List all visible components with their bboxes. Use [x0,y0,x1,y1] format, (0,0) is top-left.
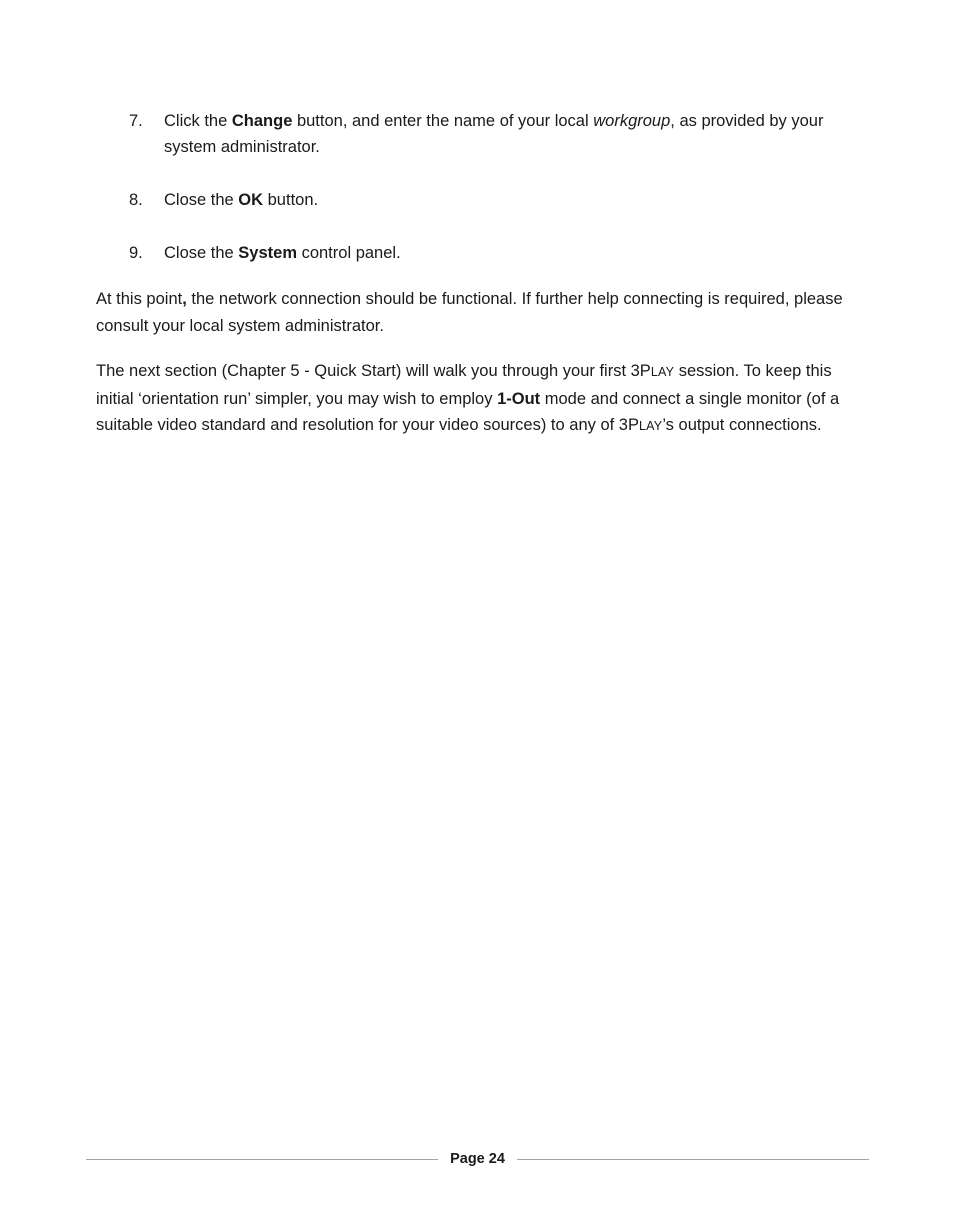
text-run: Close the [164,244,239,262]
text-run: control panel. [297,244,401,262]
text-run: ’s output connections. [662,416,822,434]
list-item-step-9 [96,240,866,266]
bold-term-1-out: 1-Out [497,389,541,408]
step-text [164,112,823,156]
bold-term-system: System [238,244,297,262]
page-number: Page 24 [450,1151,505,1167]
instruction-list [96,108,866,293]
step-number: 9. [129,244,143,262]
text-run: button, and enter the name of your local [292,112,594,130]
footer-rule-left [86,1159,438,1160]
small-caps-run: LAY [650,365,675,379]
step-number: 7. [129,112,143,130]
text-run: , as provided by your system administrator. [164,112,824,156]
text-run: The next section (Chapter 5 - Quick Start) will walk you through your first 3P [96,362,651,380]
text-run: At this point [96,290,183,308]
step-text [164,244,401,262]
page-footer [86,1148,869,1172]
text-run: mode and connect a single monitor (of a suitable video standard and resolution for your video sources) to any of 3P [96,389,840,434]
small-caps-run: LAY [639,419,663,433]
text-run: session. To keep this initial ‘orientation run’ simpler, you may wish to employ [96,362,832,408]
italic-term-workgroup: workgroup [593,112,671,130]
paragraph-next-section [96,358,866,440]
footer-rule-right [517,1159,869,1160]
step-number: 8. [129,191,143,209]
text-run: button. [263,191,319,209]
step-text [164,191,318,209]
bold-term-ok: OK [238,191,264,209]
text-run: the network connection should be functional. If further help connecting is required, please consult your local system administrator. [96,290,843,335]
bold-term-change: Change [231,112,293,130]
text-run: Close the [164,191,239,209]
list-item-step-7 [96,108,866,160]
list-item-step-8 [96,187,866,213]
text-run: Click the [164,112,232,130]
paragraph-network-status [96,286,866,339]
bold-comma: , [182,290,187,308]
